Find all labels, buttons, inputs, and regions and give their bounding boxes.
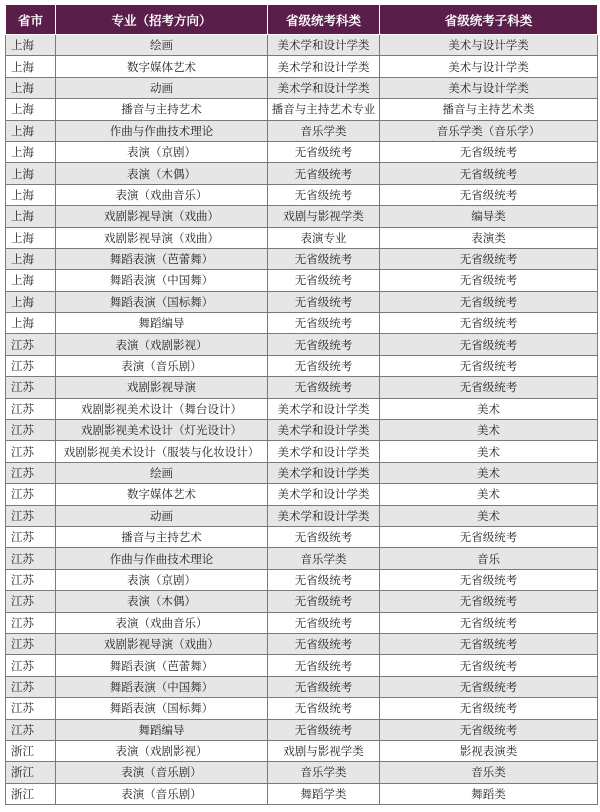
table-row: [6, 591, 598, 612]
table-row: [6, 248, 598, 269]
table-row: [6, 740, 598, 761]
cell-exam-subcategory: 美术: [380, 420, 598, 441]
cell-exam-category: 无省级统考: [268, 184, 380, 205]
cell-exam-subcategory: 无省级统考: [380, 163, 598, 184]
cell-exam-category: 无省级统考: [268, 313, 380, 334]
cell-exam-category: 无省级统考: [268, 163, 380, 184]
cell-exam-subcategory: 无省级统考: [380, 655, 598, 676]
table-row: [6, 206, 598, 227]
cell-major: 动画: [56, 505, 268, 526]
cell-exam-category: 美术学和设计学类: [268, 462, 380, 483]
cell-exam-subcategory: 无省级统考: [380, 377, 598, 398]
cell-exam-category: 无省级统考: [268, 633, 380, 654]
table-row: [6, 462, 598, 483]
cell-major: 数字媒体艺术: [56, 484, 268, 505]
cell-exam-category: 无省级统考: [268, 248, 380, 269]
cell-exam-category: 音乐学类: [268, 120, 380, 141]
cell-province: 上海: [6, 99, 56, 120]
cell-exam-subcategory: 美术与设计学类: [380, 77, 598, 98]
cell-exam-subcategory: 无省级统考: [380, 633, 598, 654]
cell-exam-subcategory: 音乐类: [380, 762, 598, 783]
cell-major: 表演（音乐剧）: [56, 783, 268, 804]
cell-province: 浙江: [6, 762, 56, 783]
table-row: [6, 56, 598, 77]
cell-major: 绘画: [56, 462, 268, 483]
table-row: [6, 184, 598, 205]
table-row: [6, 120, 598, 141]
table-row: [6, 420, 598, 441]
cell-province: 江苏: [6, 484, 56, 505]
cell-exam-category: 美术学和设计学类: [268, 35, 380, 56]
cell-province: 上海: [6, 56, 56, 77]
cell-exam-category: 无省级统考: [268, 355, 380, 376]
table-row: [6, 334, 598, 355]
cell-province: 江苏: [6, 698, 56, 719]
header-exam-subcategory: 省级统考子科类: [380, 5, 598, 35]
cell-province: 江苏: [6, 355, 56, 376]
cell-exam-category: 戏剧与影视学类: [268, 206, 380, 227]
cell-major: 戏剧影视美术设计（舞台设计）: [56, 398, 268, 419]
cell-province: 上海: [6, 35, 56, 56]
cell-major: 戏剧影视美术设计（灯光设计）: [56, 420, 268, 441]
cell-exam-subcategory: 无省级统考: [380, 248, 598, 269]
cell-province: 江苏: [6, 398, 56, 419]
cell-exam-subcategory: 无省级统考: [380, 334, 598, 355]
table-row: [6, 655, 598, 676]
cell-province: 上海: [6, 163, 56, 184]
cell-province: 江苏: [6, 526, 56, 547]
cell-major: 舞蹈编导: [56, 313, 268, 334]
cell-major: 舞蹈表演（芭蕾舞）: [56, 248, 268, 269]
cell-major: 戏剧影视导演: [56, 377, 268, 398]
cell-exam-subcategory: 无省级统考: [380, 612, 598, 633]
table-row: [6, 141, 598, 162]
cell-exam-subcategory: 美术: [380, 505, 598, 526]
cell-exam-category: 无省级统考: [268, 612, 380, 633]
table-row: [6, 377, 598, 398]
cell-exam-category: 音乐学类: [268, 762, 380, 783]
cell-exam-subcategory: 播音与主持艺术类: [380, 99, 598, 120]
cell-major: 表演（音乐剧）: [56, 355, 268, 376]
table-row: [6, 313, 598, 334]
cell-exam-subcategory: 无省级统考: [380, 355, 598, 376]
cell-major: 播音与主持艺术: [56, 526, 268, 547]
cell-province: 江苏: [6, 612, 56, 633]
table-row: [6, 35, 598, 56]
art-major-exam-table: [5, 4, 598, 805]
table-row: [6, 505, 598, 526]
table-row: [6, 698, 598, 719]
table-row: [6, 270, 598, 291]
cell-major: 舞蹈表演（国标舞）: [56, 291, 268, 312]
cell-exam-subcategory: 表演类: [380, 227, 598, 248]
cell-exam-category: 无省级统考: [268, 377, 380, 398]
cell-major: 表演（木偶）: [56, 163, 268, 184]
cell-province: 江苏: [6, 548, 56, 569]
cell-exam-subcategory: 无省级统考: [380, 141, 598, 162]
cell-major: 播音与主持艺术: [56, 99, 268, 120]
cell-province: 江苏: [6, 569, 56, 590]
cell-exam-category: 无省级统考: [268, 270, 380, 291]
cell-province: 上海: [6, 291, 56, 312]
header-major: 专业（招考方向）: [56, 5, 268, 35]
table-row: [6, 612, 598, 633]
cell-major: 表演（戏剧影视）: [56, 334, 268, 355]
cell-major: 动画: [56, 77, 268, 98]
table-body: [6, 35, 598, 805]
cell-province: 上海: [6, 77, 56, 98]
cell-exam-subcategory: 编导类: [380, 206, 598, 227]
cell-major: 表演（木偶）: [56, 591, 268, 612]
cell-major: 绘画: [56, 35, 268, 56]
cell-exam-subcategory: 影视表演类: [380, 740, 598, 761]
cell-exam-category: 舞蹈学类: [268, 783, 380, 804]
cell-major: 表演（戏剧影视）: [56, 740, 268, 761]
cell-exam-subcategory: 美术与设计学类: [380, 35, 598, 56]
cell-exam-subcategory: 美术: [380, 441, 598, 462]
table-row: [6, 441, 598, 462]
cell-exam-category: 无省级统考: [268, 655, 380, 676]
cell-exam-category: 无省级统考: [268, 676, 380, 697]
cell-province: 上海: [6, 248, 56, 269]
table-header: [6, 5, 598, 35]
cell-exam-subcategory: 无省级统考: [380, 719, 598, 740]
cell-province: 江苏: [6, 591, 56, 612]
table-row: [6, 77, 598, 98]
cell-exam-category: 美术学和设计学类: [268, 420, 380, 441]
cell-exam-category: 播音与主持艺术专业: [268, 99, 380, 120]
cell-major: 舞蹈表演（芭蕾舞）: [56, 655, 268, 676]
table-row: [6, 526, 598, 547]
cell-major: 戏剧影视导演（戏曲）: [56, 633, 268, 654]
cell-province: 浙江: [6, 783, 56, 804]
cell-exam-category: 美术学和设计学类: [268, 56, 380, 77]
cell-exam-category: 美术学和设计学类: [268, 441, 380, 462]
cell-exam-subcategory: 无省级统考: [380, 676, 598, 697]
table-row: [6, 633, 598, 654]
table-row: [6, 783, 598, 804]
cell-exam-category: 无省级统考: [268, 698, 380, 719]
table-row: [6, 569, 598, 590]
cell-exam-category: 表演专业: [268, 227, 380, 248]
cell-major: 舞蹈编导: [56, 719, 268, 740]
cell-major: 表演（戏曲音乐）: [56, 612, 268, 633]
table-row: [6, 227, 598, 248]
cell-major: 舞蹈表演（国标舞）: [56, 698, 268, 719]
cell-exam-subcategory: 无省级统考: [380, 291, 598, 312]
cell-province: 浙江: [6, 740, 56, 761]
cell-province: 江苏: [6, 334, 56, 355]
table-row: [6, 762, 598, 783]
cell-exam-subcategory: 音乐: [380, 548, 598, 569]
header-province: 省市: [6, 5, 56, 35]
cell-province: 江苏: [6, 462, 56, 483]
cell-province: 上海: [6, 120, 56, 141]
cell-major: 作曲与作曲技术理论: [56, 548, 268, 569]
table-row: [6, 291, 598, 312]
table-row: [6, 99, 598, 120]
table-row: [6, 548, 598, 569]
cell-province: 江苏: [6, 655, 56, 676]
cell-exam-subcategory: 无省级统考: [380, 698, 598, 719]
cell-exam-category: 无省级统考: [268, 291, 380, 312]
cell-exam-subcategory: 美术: [380, 462, 598, 483]
cell-major: 戏剧影视导演（戏曲）: [56, 227, 268, 248]
table-row: [6, 484, 598, 505]
cell-major: 舞蹈表演（中国舞）: [56, 270, 268, 291]
cell-major: 戏剧影视美术设计（服装与化妆设计）: [56, 441, 268, 462]
cell-exam-category: 戏剧与影视学类: [268, 740, 380, 761]
cell-exam-subcategory: 舞蹈类: [380, 783, 598, 804]
table-row: [6, 676, 598, 697]
cell-exam-subcategory: 无省级统考: [380, 270, 598, 291]
cell-major: 表演（京剧）: [56, 569, 268, 590]
cell-province: 江苏: [6, 420, 56, 441]
cell-exam-category: 无省级统考: [268, 591, 380, 612]
cell-province: 上海: [6, 313, 56, 334]
table-row: [6, 355, 598, 376]
cell-exam-subcategory: 无省级统考: [380, 526, 598, 547]
cell-exam-subcategory: 无省级统考: [380, 569, 598, 590]
cell-major: 表演（京剧）: [56, 141, 268, 162]
cell-province: 江苏: [6, 505, 56, 526]
cell-exam-category: 无省级统考: [268, 334, 380, 355]
cell-province: 江苏: [6, 676, 56, 697]
cell-exam-category: 无省级统考: [268, 141, 380, 162]
table-row: [6, 163, 598, 184]
cell-major: 表演（戏曲音乐）: [56, 184, 268, 205]
cell-exam-category: 美术学和设计学类: [268, 484, 380, 505]
cell-exam-category: 美术学和设计学类: [268, 398, 380, 419]
cell-province: 上海: [6, 270, 56, 291]
cell-province: 上海: [6, 184, 56, 205]
cell-major: 数字媒体艺术: [56, 56, 268, 77]
cell-exam-category: 无省级统考: [268, 569, 380, 590]
cell-province: 江苏: [6, 633, 56, 654]
cell-exam-category: 无省级统考: [268, 719, 380, 740]
cell-exam-category: 音乐学类: [268, 548, 380, 569]
cell-province: 上海: [6, 227, 56, 248]
cell-major: 戏剧影视导演（戏曲）: [56, 206, 268, 227]
cell-province: 江苏: [6, 377, 56, 398]
cell-exam-subcategory: 美术: [380, 484, 598, 505]
cell-province: 上海: [6, 141, 56, 162]
cell-exam-category: 美术学和设计学类: [268, 77, 380, 98]
cell-major: 表演（音乐剧）: [56, 762, 268, 783]
cell-exam-subcategory: 无省级统考: [380, 313, 598, 334]
cell-exam-subcategory: 美术: [380, 398, 598, 419]
header-exam-category: 省级统考科类: [268, 5, 380, 35]
table-row: [6, 398, 598, 419]
cell-exam-subcategory: 美术与设计学类: [380, 56, 598, 77]
table-row: [6, 719, 598, 740]
cell-exam-category: 无省级统考: [268, 526, 380, 547]
cell-exam-category: 美术学和设计学类: [268, 505, 380, 526]
cell-province: 江苏: [6, 719, 56, 740]
cell-exam-subcategory: 无省级统考: [380, 184, 598, 205]
cell-exam-subcategory: 音乐学类（音乐学）: [380, 120, 598, 141]
header-row: [6, 5, 598, 35]
cell-province: 江苏: [6, 441, 56, 462]
cell-major: 作曲与作曲技术理论: [56, 120, 268, 141]
cell-exam-subcategory: 无省级统考: [380, 591, 598, 612]
cell-province: 上海: [6, 206, 56, 227]
cell-major: 舞蹈表演（中国舞）: [56, 676, 268, 697]
